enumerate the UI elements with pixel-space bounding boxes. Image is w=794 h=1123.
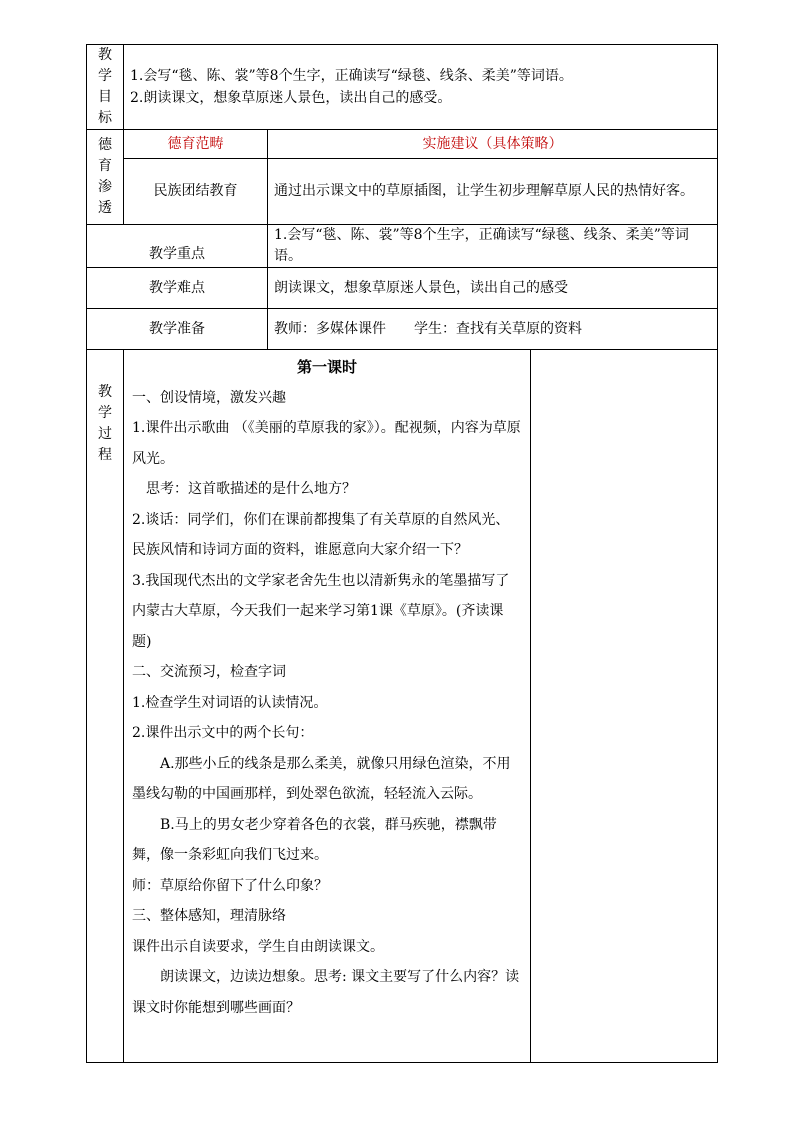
s2-paragraph-2: 2.课件出示文中的两个长句：	[132, 725, 314, 741]
s1-paragraph-3: 2.谈话：同学们，你们在课前都搜集了有关草原的自然风光、民族风情和诗词方面的资料，谁愿意向大家介绍一下？	[132, 511, 510, 558]
objectives-content	[124, 45, 718, 130]
section-3-title: 三、整体感知，理清脉络	[132, 908, 286, 924]
objectives-label: 教 学 目 标	[87, 45, 124, 130]
s3-paragraph-1: 课件出示自读要求，学生自由朗读课文。	[132, 938, 384, 955]
s2-paragraph-1: 1.检查学生对词语的认读情况。	[132, 694, 328, 711]
student-preparation: 学生：查找有关草原的资料	[414, 320, 582, 337]
objectives-row	[87, 45, 718, 130]
s1-paragraph-1: 1.课件出示歌曲 （《美丽的草原我的家》）。配视频，内容为草原风光。	[132, 420, 521, 467]
moral-content-row	[87, 159, 718, 225]
lesson-plan-table	[86, 44, 718, 1063]
section-1-title: 一、创设情境，激发兴趣	[132, 389, 286, 406]
lesson-title: 第一课时	[296, 358, 357, 376]
key-points-content: 1.会写“毯、陈、裳”等8个生字，正确读写“绿毯、线条、柔美”等词语。	[268, 225, 718, 268]
moral-strategy: 通过出示课文中的草原插图，让学生初步理解草原人民的热情好客。	[268, 159, 718, 225]
preparation-label: 教学准备	[87, 309, 268, 350]
difficulties-content: 朗读课文，想象草原迷人景色，读出自己的感受	[268, 268, 718, 309]
objective-1: 1.会写“毯、陈、裳”等8个生字，正确读写“绿毯、线条、柔美”等词语。	[130, 68, 573, 84]
moral-label: 德 育 渗 透	[87, 130, 124, 225]
moral-strategy-header: 实施建议（具体策略）	[268, 130, 718, 159]
section-2-title: 二、交流预习，检查字词	[132, 664, 286, 680]
key-points-row	[87, 225, 718, 268]
moral-header-row	[87, 130, 718, 159]
s3-paragraph-2: 朗读课文，边读边想象。思考: 课文主要写了什么内容？读课文时你能想到哪些画面？	[132, 969, 520, 1016]
moral-category-header: 德育范畴	[124, 130, 268, 159]
s2-paragraph-5: 师：草原给你留下了什么印象？	[132, 877, 328, 894]
process-notes-cell	[531, 350, 718, 1063]
moral-category: 民族团结教育	[124, 159, 268, 225]
s1-paragraph-2: 思考：这首歌描述的是什么地方？	[146, 481, 356, 497]
key-points-label: 教学重点	[87, 225, 268, 268]
difficulties-label: 教学难点	[87, 268, 268, 309]
difficulties-row	[87, 268, 718, 309]
process-row	[87, 350, 718, 1063]
process-label: 教 学 过 程	[87, 350, 124, 1063]
s2-paragraph-4: B.马上的男女老少穿着各色的衣裳，群马疾驰，襟飘带舞，像一条彩虹向我们飞过来。	[132, 816, 497, 863]
objective-2: 2.朗读课文，想象草原迷人景色，读出自己的感受。	[130, 90, 452, 106]
s1-paragraph-4: 3.我国现代杰出的文学家老舍先生也以清新隽永的笔墨描写了内蒙古大草原，今天我们一起来学习第1课《草原》。(齐读课题)	[132, 572, 510, 650]
teacher-preparation: 教师：多媒体课件	[274, 320, 386, 337]
preparation-content	[268, 309, 718, 350]
preparation-row	[87, 309, 718, 350]
s2-paragraph-3: A.那些小丘的线条是那么柔美，就像只用绿色渲染，不用墨线勾勒的中国画那样，到处翠色欲流，轻轻流入云际。	[132, 755, 511, 802]
process-content	[124, 350, 531, 1063]
